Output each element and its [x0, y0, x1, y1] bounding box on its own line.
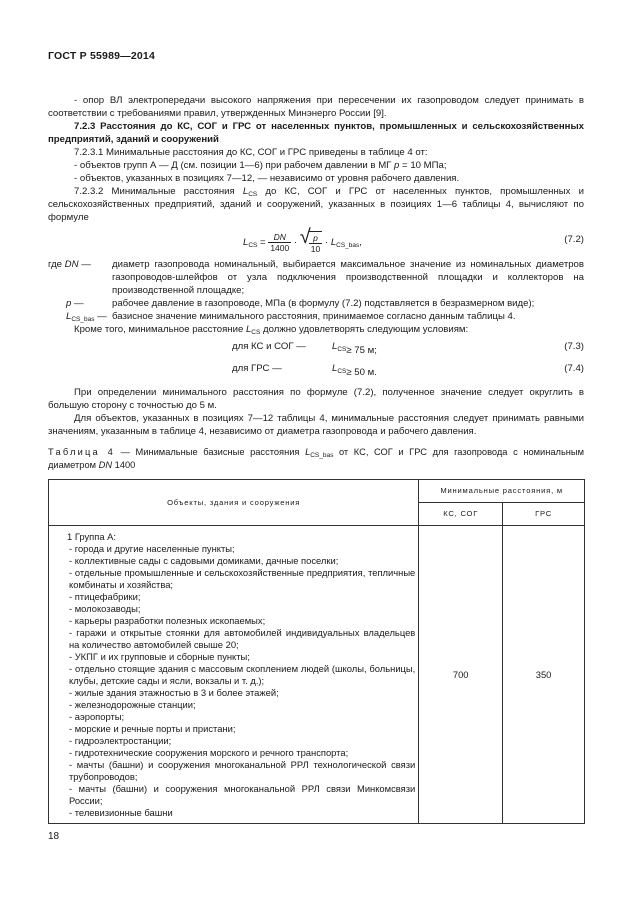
list-item: - телевизионные башни: [69, 807, 173, 818]
list-item: - коллективные сады с садовыми домиками, дачные поселки;: [69, 555, 339, 566]
table-row: [49, 526, 585, 824]
body-text: [48, 94, 584, 472]
paragraph-groups-a-d: - объектов групп А — Д (см. позиции 1—6) при рабочем давлении в МГ p = 10 МПа;: [74, 160, 447, 171]
header-grs: ГРС: [503, 503, 585, 526]
definition-dn: где DN — диаметр газопровода номинальный, выбирается максимальное значение из номинальных диаметров газопроводов-шлейфов от узла подключения производственной площадки и коллекторов на производственной площадке;: [48, 259, 584, 296]
paragraph-7-2-3-2: 7.2.3.2 Минимальные расстояния $L_{CS}$ до КС, СОГ и ГРС от населенных пунктов, промышленных и сельскохозяйственных предприятий, зданий и сооружений, указанных в позициях 1—6 таблицы 4, вычисляют по формуле: [48, 186, 584, 223]
table-4: [48, 479, 585, 824]
square-root: √ $\frac{p}{10}$: [299, 226, 321, 254]
equation-number-7-2: (7.2): [564, 234, 584, 245]
condition-7-4: для ГРС — $L_{CS}$ ≥ 50 м. (7.4): [232, 363, 584, 378]
list-item: - гидротехнические сооружения морского и речного транспорта;: [69, 747, 349, 758]
list-item: - отдельные промышленные и сельскохозяйственные предприятия, тепличные комбинаты и хозяйства;: [69, 567, 416, 590]
header-min-distances: Минимальные расстояния, м: [419, 480, 585, 503]
list-item: - морские и речные порты и пристани;: [69, 723, 236, 734]
list-item: - города и другие населенные пункты;: [69, 543, 235, 554]
section-heading-7-2-3: 7.2.3 Расстояния до КС, СОГ и ГРС от населенных пунктов, промышленных и сельскохозяйственных предприятий, зданий и сооружений: [48, 121, 584, 145]
list-item: - железнодорожные станции;: [69, 699, 196, 710]
list-item: - мачты (башни) и сооружения многоканальной РРЛ связи Минкомсвязи России;: [69, 783, 416, 806]
page-number: 18: [48, 831, 60, 842]
definition-p: p — рабочее давление в газопроводе, МПа (в формулу (7.2) подставляется в безразмерном виде);: [66, 298, 535, 309]
list-item: - карьеры разработки полезных ископаемых;: [69, 615, 266, 626]
paragraph-conditions: Кроме того, минимальное расстояние $L_{CS}$ должно удовлетворять следующим условиям:: [74, 324, 469, 336]
paragraph-positions-7-12: - объектов, указанных в позициях 7—12, — независимо от уровня рабочего давления.: [74, 173, 460, 184]
formula-7-2: $L_{CS}$ = $\frac{DN}{1400}$ · √ $\frac{p}{10}$ · $L_{CS\_bas}$, (7.2): [243, 226, 584, 254]
list-item: - аэропорты;: [69, 711, 125, 722]
list-item: - мачты (башни) и сооружения многоканальной РРЛ технологической связи трубопроводов;: [69, 759, 416, 782]
value-ks-sog: 700: [419, 526, 503, 824]
list-item: - гаражи и открытые стоянки для автомобилей индивидуальных владельцев на количество автомобилей свыше 20;: [69, 627, 416, 650]
paragraph-rounding: При определении минимального расстояния по формуле (7.2), полученное значение следует округлить в большую сторону с точностью до 5 м.: [48, 387, 584, 411]
list-item: - молокозаводы;: [69, 603, 141, 614]
fraction-dn: $\frac{DN}{1400}$: [270, 232, 290, 253]
list-item: - птицефабрики;: [69, 591, 141, 602]
header-objects: Объекты, здания и сооружения: [49, 480, 419, 526]
definition-lcsbas: $L_{CS\_bas}$ — базисное значение минимального расстояния, принимаемое согласно данным таблицы 4.: [66, 311, 516, 323]
objects-list: [49, 526, 419, 824]
condition-7-3: для КС и СОГ — $L_{CS}$ ≥ 75 м; (7.3): [232, 341, 584, 356]
paragraph-7-2-3-1: 7.2.3.1 Минимальные расстояния до КС, СОГ и ГРС приведены в таблице 4 от:: [74, 147, 428, 158]
list-item: - гидроэлектростанции;: [69, 735, 172, 746]
paragraph-objects-7-12: Для объектов, указанных в позициях 7—12 таблицы 4, минимальные расстояния следует принимать равными значениям, указанным в таблице 4, независимо от диаметра газопровода и рабочего давления.: [48, 413, 584, 437]
list-item: - жилые здания этажностью в 3 и более этажей;: [69, 687, 279, 698]
paragraph-power-lines: - опор ВЛ электропередачи высокого напряжения при пересечении их газопроводом следует принимать в соответствии с требованиями правил, утвержденных Минэнерго России [9].: [48, 95, 584, 119]
document-header: ГОСТ Р 55989—2014: [48, 50, 156, 62]
list-item: 1 Группа А:: [67, 531, 116, 542]
value-grs: 350: [503, 526, 585, 824]
list-item: - УКПГ и их групповые и сборные пункты;: [69, 651, 250, 662]
header-ks-sog: КС, СОГ: [419, 503, 503, 526]
table-caption: Таблица 4 — Минимальные базисные расстояния $L_{CS\_bas}$ от КС, СОГ и ГРС для газопровода с номинальным диаметром DN 1400: [48, 447, 584, 470]
list-item: - отдельно стоящие здания с массовым скоплением людей (школы, больницы, клубы, детские сады и ясли, вокзалы и т. д.);: [69, 663, 416, 686]
